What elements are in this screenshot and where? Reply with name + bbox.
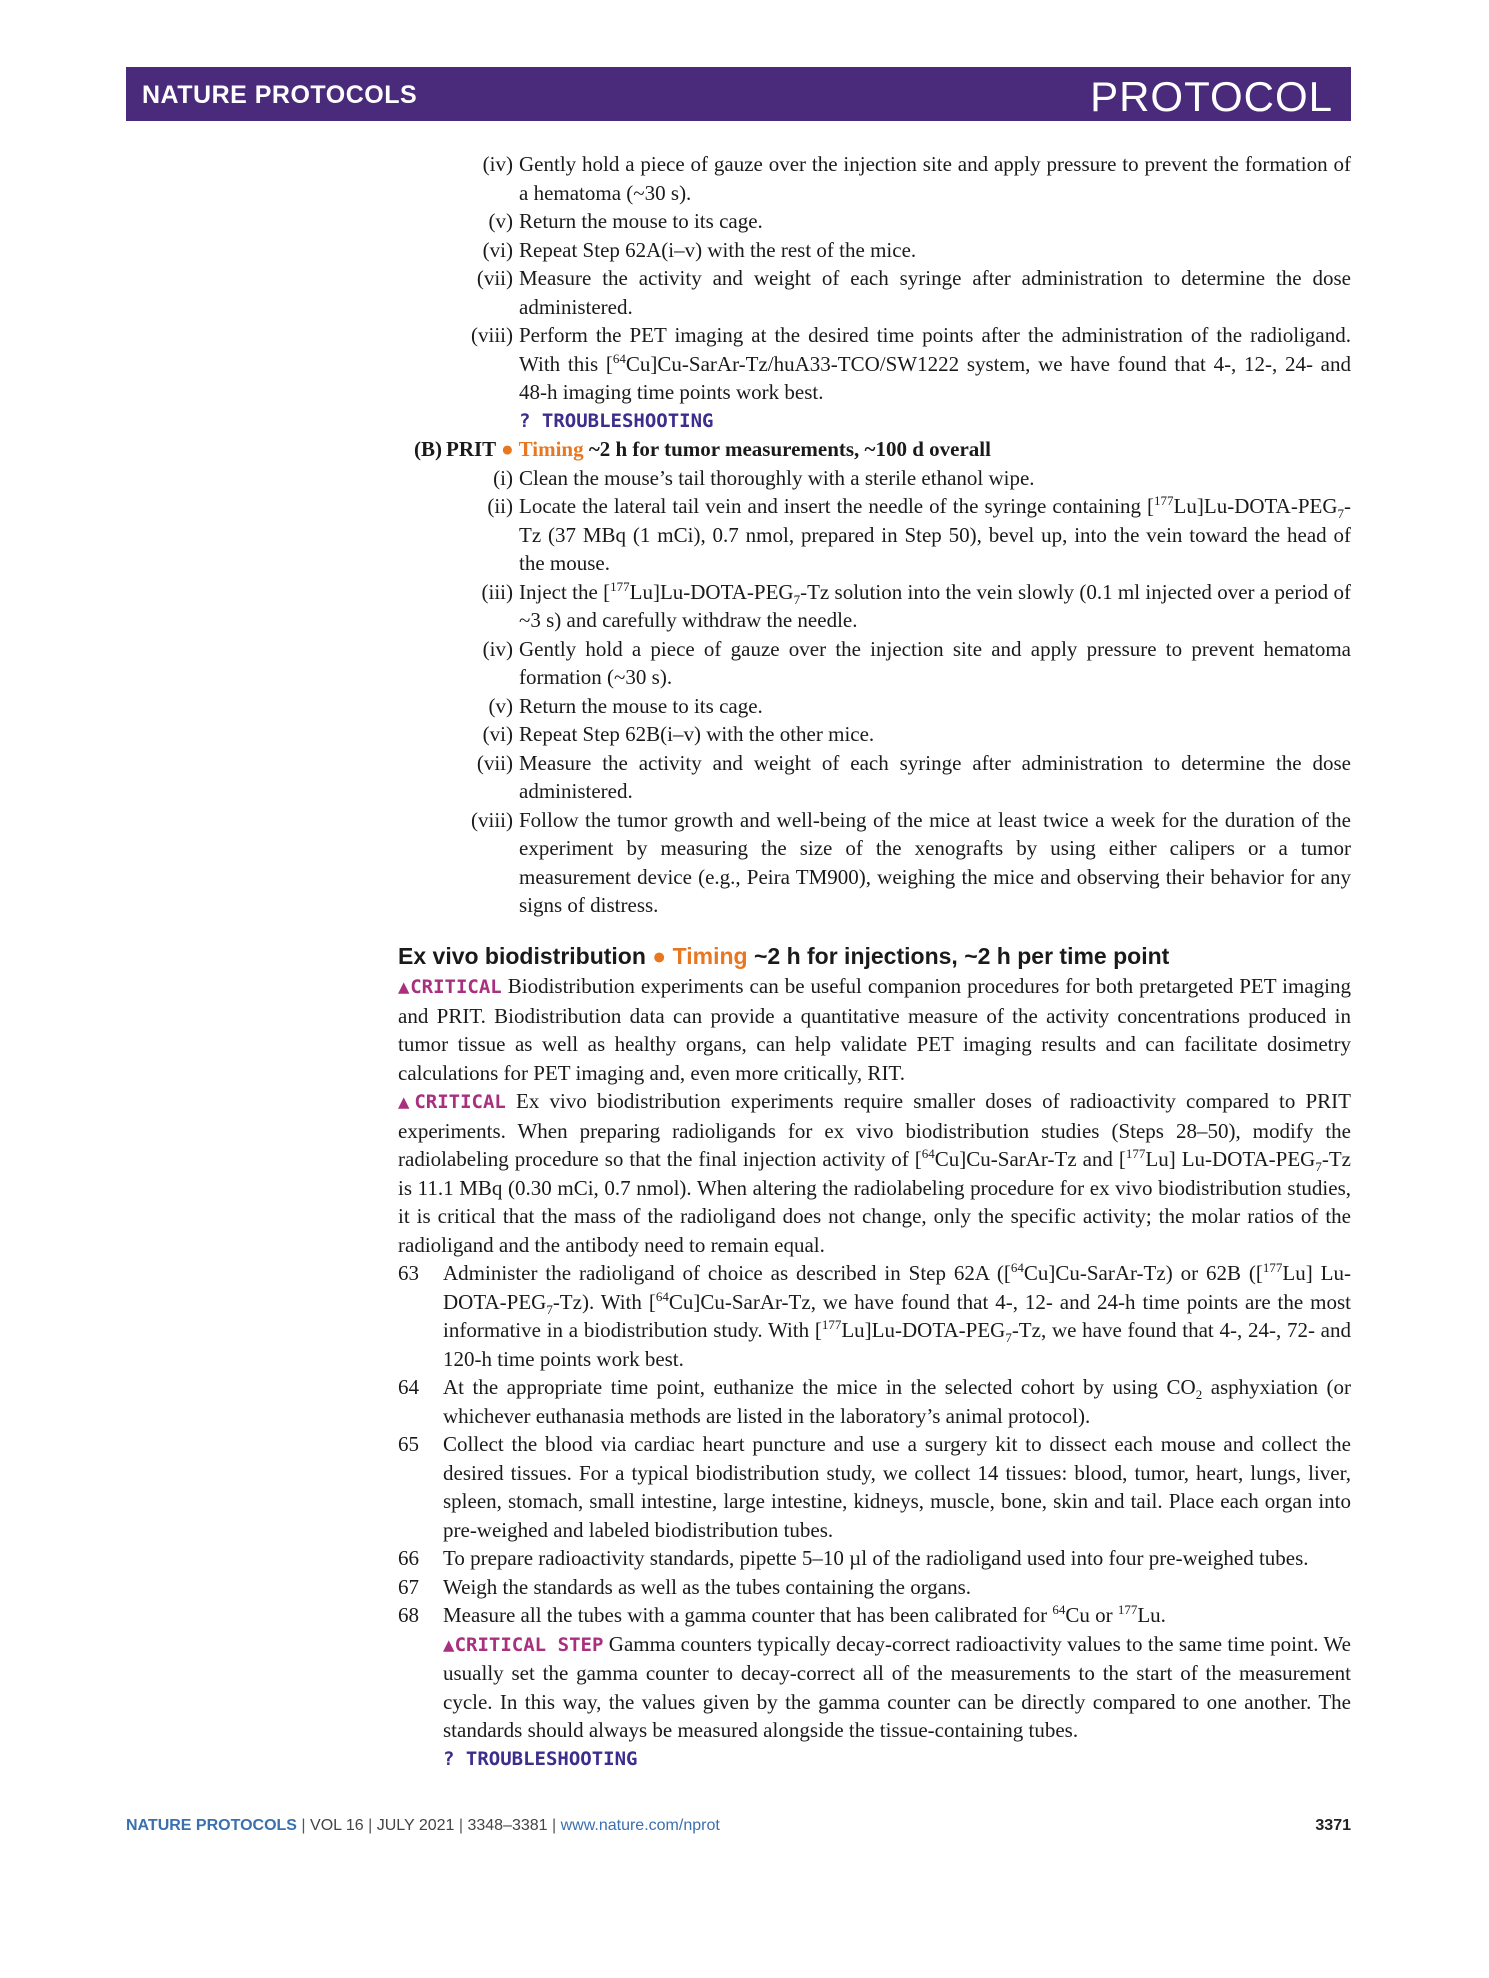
item-text: Repeat Step 62A(i–v) with the rest of the mice.: [519, 237, 917, 262]
item-number: (ii): [487, 494, 513, 518]
section-heading: [398, 940, 1351, 972]
item-text: Measure the activity and weight of each syringe after administration to determine the dose administered.: [519, 266, 1351, 319]
text-run: Lu] Lu-DOTA-PEG: [1145, 1147, 1316, 1171]
timing-text: ~2 h for injections, ~2 h per time point: [753, 943, 1170, 969]
item-text: Return the mouse to its cage.: [519, 693, 763, 718]
subscript: 7: [1337, 506, 1344, 522]
page-number: 3371: [1315, 1817, 1351, 1834]
step-62a-iv: [398, 150, 1351, 207]
item-number: (viii): [471, 807, 513, 832]
text-run: -Tz is 11.1 MBq (0.30 mCi, 0.7 nmol). When altering the radiolabeling procedure for ex vivo biodistribution studies, it is critical that the mass of the radioligand does not change, only the specific activity; the molar ratios of the radioligand and the antibody need to remain equal.: [398, 1147, 1351, 1257]
item-number: (v): [488, 693, 513, 718]
section-b-heading: [398, 435, 1351, 464]
section-number: (B): [414, 437, 442, 461]
critical-note-2: [398, 1087, 1351, 1259]
text-run: Cu]Cu-SarAr-Tz, we have found that 4-, 12- and 24-h time points are the most informative in a biodistribution study. With [: [443, 1289, 1351, 1342]
critical-step-note: [443, 1630, 1351, 1745]
text-run: Measure all the tubes with a gamma counter that has been calibrated for: [443, 1603, 1053, 1627]
text-run: Administer the radioligand of choice as described in Step 62A ([: [443, 1261, 1011, 1285]
step-68: [398, 1601, 1351, 1773]
step-number: 68: [398, 1603, 419, 1627]
step-62a-v: [398, 207, 1351, 236]
critical-step-label: ▲CRITICAL STEP: [443, 1633, 604, 1656]
text-run: asphyxiation (or whichever euthanasia methods are listed in the laboratory’s animal protocol).: [443, 1375, 1351, 1428]
text-run: Ex vivo biodistribution experiments require smaller doses of radioactivity compared to PRIT experiments. When preparing radioligands for ex vivo biodistribution studies (Steps 28–50), modify the radiolabeling procedure so that the final injection activity of [: [398, 1089, 1351, 1171]
item-number: (iii): [481, 579, 513, 604]
article-type: PROTOCOL: [1090, 73, 1333, 120]
step-65: [398, 1430, 1351, 1544]
step-62a-vi: [398, 236, 1351, 265]
step-text: Weigh the standards as well as the tubes containing the organs.: [443, 1574, 972, 1599]
text-run: Lu]Lu-DOTA-PEG: [629, 579, 794, 604]
item-number: (vi): [482, 237, 513, 262]
text-run: Lu.: [1137, 1603, 1166, 1627]
section-title: Ex vivo biodistribution: [398, 943, 646, 969]
step-number: 65: [398, 1432, 419, 1456]
step-62b-iii: [398, 578, 1351, 635]
item-number: (vii): [476, 750, 513, 775]
item-number: (v): [488, 209, 513, 233]
journal-header-bar: [126, 67, 1351, 121]
text-run: Lu]Lu-DOTA-PEG: [841, 1318, 1006, 1342]
text-run: Perform the PET imaging at the desired time points after the administration of the radioligand. With this [: [519, 323, 1351, 376]
isotope-superscript: 64: [612, 350, 626, 366]
isotope-superscript: 177: [821, 1317, 842, 1332]
text-run: -Tz (37 MBq (1 mCi), 0.7 nmol, prepared in Step 50), bevel up, into the vein toward the head of the mouse.: [519, 494, 1351, 575]
critical-step-text: Gamma counters typically decay-correct radioactivity values to the same time point. We usually set the gamma counter to decay-correct all of the measurements to the start of the measurement cycle. In this way, the values given by the gamma counter can be directly compared to one another. The standards should always be measured alongside the tissue-containing tubes.: [443, 1631, 1351, 1742]
item-number: (i): [493, 465, 513, 490]
main-content: [398, 150, 1351, 920]
timing-dot-icon: ●: [501, 437, 514, 461]
troubleshooting-link[interactable]: ? TROUBLESHOOTING: [519, 409, 714, 432]
text-run: -Tz solution into the vein slowly (0.1 ml injected over a period of ~3 s) and carefully withdraw the needle.: [519, 579, 1352, 632]
timing-label: Timing: [672, 943, 748, 969]
item-text: Clean the mouse’s tail thoroughly with a sterile ethanol wipe.: [519, 465, 1035, 490]
text-run: Lu]Lu-DOTA-PEG: [1173, 494, 1338, 518]
text-run: Inject the [: [519, 579, 611, 604]
item-text: [519, 323, 1351, 404]
item-text: Measure the activity and weight of each syringe after administration to determine the dose administered.: [519, 750, 1351, 803]
footer-url-link[interactable]: www.nature.com/nprot: [560, 1817, 720, 1834]
step-number: 66: [398, 1546, 419, 1570]
item-text: Gently hold a piece of gauze over the injection site and apply pressure to prevent the formation of a hematoma (~30 s).: [519, 152, 1351, 205]
item-number: (vii): [476, 266, 513, 290]
footer-citation: [126, 1817, 720, 1834]
critical-note-1: [398, 972, 1351, 1087]
step-62b-vi: [398, 720, 1351, 749]
step-number: 63: [398, 1261, 419, 1285]
isotope-superscript: 64: [655, 1288, 669, 1304]
section-title: PRIT: [446, 437, 496, 461]
biodistribution-section: [398, 940, 1351, 1773]
text-run: -Tz). With [: [552, 1289, 656, 1314]
isotope-superscript: 177: [1154, 493, 1174, 508]
subscript: 7: [546, 1301, 553, 1317]
step-66: [398, 1544, 1351, 1573]
item-text: Gently hold a piece of gauze over the injection site and apply pressure to prevent hematoma formation (~30 s).: [519, 636, 1351, 689]
isotope-superscript: 177: [610, 578, 630, 594]
step-62a-viii: [398, 321, 1351, 435]
footer-journal: NATURE PROTOCOLS: [126, 1817, 297, 1834]
subscript: 2: [1195, 1387, 1203, 1403]
text-run: Lu] Lu-DOTA-PEG: [443, 1261, 1351, 1314]
journal-name: NATURE PROTOCOLS: [142, 81, 418, 109]
item-number: (vi): [482, 722, 513, 746]
subscript: 7: [793, 591, 801, 607]
item-number: (iv): [482, 636, 513, 661]
step-text: To prepare radioactivity standards, pipette 5–10 µl of the radioligand used into four pre-weighed tubes.: [443, 1546, 1309, 1570]
critical-text: Biodistribution experiments can be useful companion procedures for both pretargeted PET imaging and PRIT. Biodistribution data can provide a quantitative measure of the activity concentrations produced in tumor tissue as well as healthy organs, can help validate PET imaging results and can facilitate dosimetry calculations for PET imaging and, even more critically, RIT.: [398, 974, 1352, 1085]
isotope-superscript: 64: [1052, 1602, 1066, 1617]
text-run: Locate the lateral tail vein and insert the needle of the syringe containing [: [519, 494, 1155, 518]
subscript: 7: [1005, 1330, 1012, 1346]
step-number: 67: [398, 1574, 419, 1599]
separator: |: [296, 1817, 311, 1834]
timing-text: ~2 h for tumor measurements, ~100 d overall: [588, 437, 991, 461]
step-62b-i: [398, 464, 1351, 493]
critical-label: ▲CRITICAL: [398, 1091, 506, 1113]
separator: |: [547, 1817, 561, 1834]
isotope-superscript: 177: [1125, 1146, 1146, 1161]
text-run: Cu]Cu-SarAr-Tz/huA33-TCO/SW1222 system, we have found that 4-, 12-, 24- and 48-h imaging time points work best.: [519, 351, 1351, 404]
item-text: [519, 580, 1351, 633]
step-text: Collect the blood via cardiac heart puncture and use a surgery kit to dissect each mouse and collect the desired tissues. For a typical biodistribution study, we collect 14 tissues: blood, tumor, heart, lungs, liver, spleen, stomach, small intestine, large intestine, kidneys, muscle, bone, skin and tail. Place each organ into pre-weighed and labeled biodistribution tubes.: [443, 1432, 1351, 1542]
item-text: Return the mouse to its cage.: [519, 209, 763, 233]
item-text: Follow the tumor growth and well-being of the mice at least twice a week for the duration of the experiment by measuring the size of the xenografts by using either calipers or a tumor measurement device (e.g., Peira TM900), weighing the mice and observing their behavior for any signs of distress.: [519, 807, 1351, 917]
separator: |: [363, 1817, 377, 1834]
timing-dot-icon: ●: [652, 943, 667, 969]
item-text: [519, 494, 1351, 575]
text-run: Cu]Cu-SarAr-Tz) or 62B ([: [1023, 1261, 1263, 1285]
isotope-superscript: 177: [1262, 1260, 1283, 1275]
isotope-superscript: 177: [1117, 1602, 1138, 1617]
isotope-superscript: 64: [921, 1146, 935, 1161]
item-text: Repeat Step 62B(i–v) with the other mice.: [519, 722, 875, 746]
footer-pages: 3348–3381: [467, 1817, 548, 1834]
step-62b-viii: [398, 806, 1351, 920]
step-62b-iv: [398, 635, 1351, 692]
troubleshooting-link[interactable]: ? TROUBLESHOOTING: [443, 1747, 638, 1770]
text-run: Cu]Cu-SarAr-Tz and [: [934, 1147, 1126, 1171]
step-62a-vii: [398, 264, 1351, 321]
text-run: Cu or: [1065, 1603, 1118, 1627]
footer-date: JULY 2021: [376, 1817, 455, 1834]
item-number: (viii): [471, 323, 513, 347]
step-64: [398, 1373, 1351, 1430]
text-run: -Tz, we have found that 4-, 24-, 72- and 120-h time points work best.: [443, 1318, 1351, 1371]
subscript: 7: [1315, 1159, 1322, 1175]
isotope-superscript: 64: [1010, 1260, 1024, 1275]
step-number: 64: [398, 1375, 419, 1399]
text-run: At the appropriate time point, euthanize the mice in the selected cohort by using CO: [443, 1375, 1196, 1399]
step-62b-v: [398, 692, 1351, 721]
timing-label: Timing: [518, 437, 584, 461]
step-62b-vii: [398, 749, 1351, 806]
footer-volume: VOL 16: [310, 1817, 364, 1834]
step-62b-ii: [398, 492, 1351, 578]
critical-label: ▲CRITICAL: [398, 976, 502, 998]
separator: |: [454, 1817, 468, 1834]
item-number: (iv): [482, 152, 513, 176]
page-footer: [126, 1817, 1351, 1835]
step-63: [398, 1259, 1351, 1373]
step-67: [398, 1573, 1351, 1602]
